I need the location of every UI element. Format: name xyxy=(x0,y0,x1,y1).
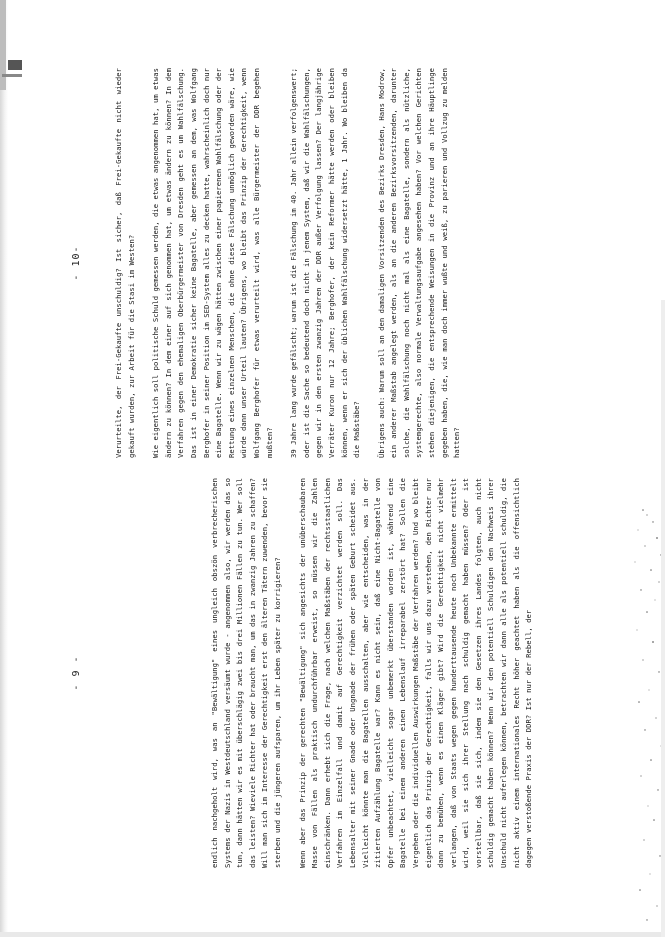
scan-corner-mark xyxy=(0,0,30,90)
scan-noise xyxy=(535,300,665,937)
page-number-left: - 9 - xyxy=(71,655,82,691)
page-number-right: - 10- xyxy=(71,245,82,281)
right-paragraph-4: Übrigens auch: Warum soll an den damaligen Vorsitzenden des Bezirks Dresden, Hans Modrow, ein anderer Maßstab angelegt werden, als an die anderen Bezirksvorsitzenden, darunter solche, die Wahlfälschung noch nicht mal als eine Bagatelle, sondern als nützliche, systemgerechte, also normale Verwaltungsaufgabe angesehen haben? Vor welchen Gerichten stehen diejenigen, die entsprechende Weisungen in die Provinz und an ihre Häuptlinge gegeben haben, die, wie man doch immer wußte und weiß, zu parieren und Vollzug zu melden hatten? xyxy=(376,68,462,458)
scan-left-edge xyxy=(0,0,8,937)
rotated-two-page-spread xyxy=(69,68,534,868)
right-paragraph-1: Verurteilte, der Frei-Gekaufte unschuldig? Ist sicher, daß Frei-Gekaufte nicht wieder gekauft wurden, zur Arbeit für die Stasi im Westen? xyxy=(114,68,136,458)
right-paragraph-3: 39 Jahre lang wurde gefälscht; warum ist die Fälschung im 40. Jahr allein verfolgenswert; oder ist die Sache so bedeutend doch nicht in jenem System, daß wir die Wahlfälschungen, gegen wir in den ersten zwanzig Jahren der DDR außer Verfolgung lassen? Der langjährige Verräter Kuron nur 12 Jahre; Berghofer, der kein Reformer hätte werden oder bleiben können, wenn er sich der üblichen Wahlfälschung widersetzt hätte, 1 Jahr. Wo bleiben da die Maßstäbe? xyxy=(289,68,362,458)
left-paragraph-1: endlich nachgeholt wird, was an "Bewältigung" eines ungleich obszön verbrecherischen Systems der Nazis in Westdeutschland versäumt wurde - angenommen also, wir werden das so tun, dann hätten wir es mit überschlägig zwei bis drei Millionen Fällen zu tun. Wer soll das leisten? Wieviele Richter hat oder braucht man, um das in zwanzig Jahren zu schaffen? Will man sich im Interesse der Gerechtigkeit erst den älteren Tätern zuwenden, bevor sie sterben und die jüngeren aufsparen, um ihr Leben später zu korrigieren? xyxy=(210,478,282,868)
left-paragraph-2: Wenn aber das Prinzip der gerechten "Bewältigung" sich angesichts der unüberschaubaren Masse von Fällen als praktisch undurchführbar erweist, so müssen wir die Zahlen einschränken. Dann erhebt sich die Frage, nach welchen Maßstäben der rechtsstaatlichen Verfahren im Einzelfall und damit auf Gerechtigkeit verzichtet werden soll. Das Lebensalter mit seiner Gnade oder Ungnade der frühen oder späten Geburt scheidet aus. Vielleicht könnte man die Bagatellen ausschalten, aber wie entscheiden, was in der zitierten Aufzählung Bagatelle war? Kann es nicht sein, daß eine Nicht-Bagatelle von Opfer unbeachtet, vielleicht sogar unbemerkt überstanden worden ist, während eine Bagatelle bei einem anderen einen Lebenslauf irreparabel zerstört hat? Sollen die Vergehen oder die individuellen Auswirkungen Maßstäbe der Verfahren werden? Und wo bleibt eigentlich das Prinzip der Gerechtigkeit, falls wir uns dazu verstehen, den Richter nur dann zu bemühen, wenn es einen Kläger gibt? Wird die Gerechtigkeit nicht vielmehr verlangen, daß von Staats wegen gegen hunderttausende heute noch Unbekannte ermittelt wird, weil sie sich ihrer Stellung nach schuldig gemacht haben müssen? Oder ist vorstellbar, daß sie sich, indem sie den Gesetzen ihres Landes folgten, auch nicht schuldig gemacht haben können? Wenn wir den potentiell Schuldigen den Nachweis ihrer Unschuld nicht auferlegen können, betrachten wir dann alle als potentiell schuldig, die nicht aktiv einem internationales Recht höher geachtet haben als die offensichtlich dagegen verstoßende Praxis der DDR? Ist nur der Rebell, der xyxy=(297,478,534,868)
right-paragraph-2: Wie eigentlich soll politische Schuld gemessen werden, die etwas angenommen hat, um etwas ändern zu können? In dem einer auf sich genommen hat, um etwas ändern zu können? In dem Verfahren gegen den ehemaligen Oberbürgermeister von Dresden geht es um Wahlfälschung. Das ist in einer Demokratie sicher keine Bagatelle, aber gemessen an dem, was Wolfgang Berghofer in seiner Position im SED-System alles zu decken hatte, wahrscheinlich doch nur eine Bagatelle. Wenn wir zu wägen hätten zwischen einer papierenen Wahlfälschung oder der Rettung eines einzelnen Menschen, die ohne diese Fälschung unmöglich geworden wäre, wie würde dann unser Urteil lauten? Übrigens, wo bleibt das Prinzip der Gerechtigkeit, wenn Wolfgang Berghofer für etwas verurteilt wird, was alle Bürgermeister der DDR begehen mußten? xyxy=(151,68,274,458)
